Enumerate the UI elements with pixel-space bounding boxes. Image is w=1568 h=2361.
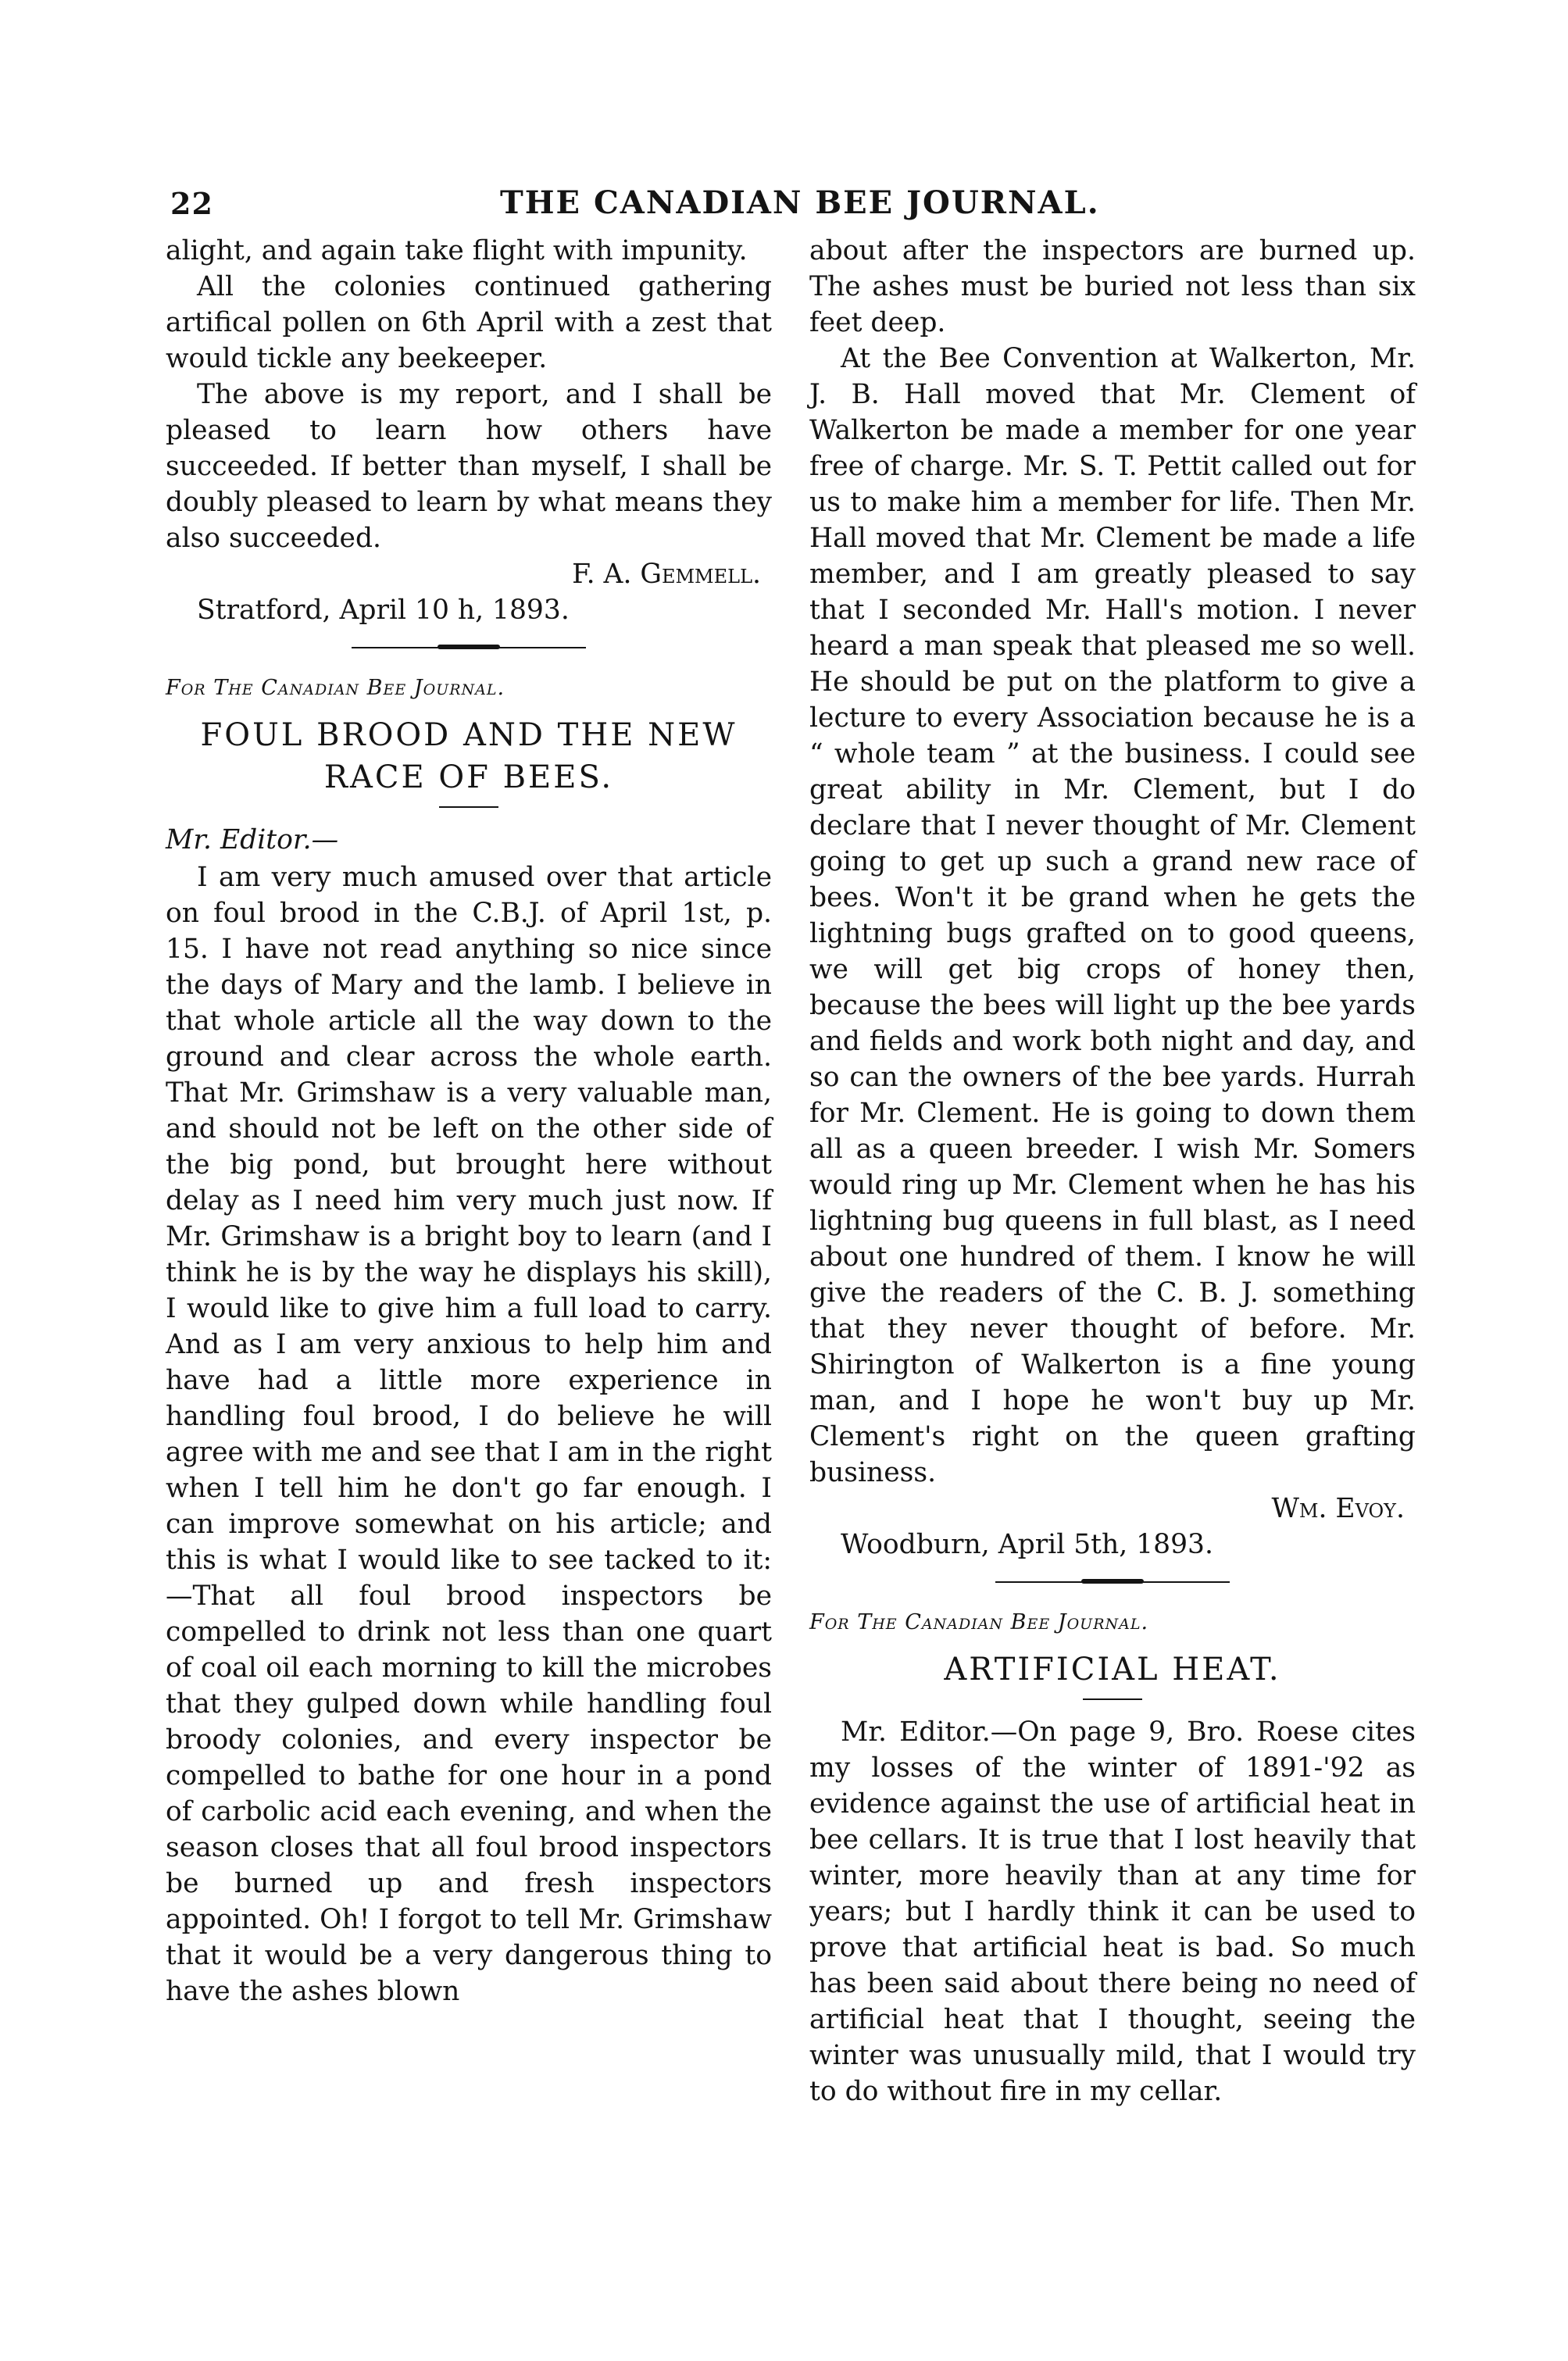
article-signature: Wm. Evoy.	[1271, 1493, 1405, 1524]
article-source-line: For The Canadian Bee Journal.	[809, 1610, 1149, 1634]
title-rule	[1083, 1698, 1142, 1700]
article-dateline: Woodburn, April 5th, 1893.	[841, 1529, 1213, 1560]
page-number: 22	[170, 186, 213, 221]
section-divider	[995, 1581, 1230, 1588]
article-title-foul-brood: FOUL BROOD AND THE NEW RACE OF BEES.	[200, 717, 738, 795]
right-column	[809, 233, 1416, 2109]
report-signature: F. A. Gemmell.	[572, 559, 761, 590]
article-paragraph: I am very much amused over that article on foul brood in the C.B.J. of April 1st, p. 15. I have not read anything so nice since the days of Mary and the lamb. I believe in that whole article all the way down to the ground and clear across the whole earth. That Mr. Grimshaw is a very valuable man, and should not be left on the other side of the big pond, but brought here without delay as I need him very much just now. If Mr. Grimshaw is a bright boy to learn (and I think he is by the way he displays his skill), I would like to give him a full load to carry. And as I am very anxious to help him and have had a little more experience in handling foul brood, I do believe he will agree with me and see that I am in the right when I tell him he don't go far enough. I can improve somewhat on his article; and this is what I would like to see tacked to it:—That all foul brood inspectors be compelled to drink not less than one quart of coal oil each morning to kill the microbes that they gulped down while handling foul broody colonies, and every inspector be compelled to bathe for one hour in a pond of carbolic acid each evening, and when the season closes that all foul brood inspectors be burned up and fresh inspectors appointed. Oh! I forgot to tell Mr. Grimshaw that it would be a very dangerous thing to have the ashes blown	[166, 862, 772, 2007]
article-title-artificial-heat: ARTIFICIAL HEAT.	[944, 1652, 1281, 1688]
left-column	[166, 233, 772, 2009]
continued-paragraph-2: At the Bee Convention at Walkerton, Mr. J. B. Hall moved that Mr. Clement of Walkerton be made a member for one year free of charge. Mr. S. T. Pettit called out for us to make him a member for life. Then Mr. Hall moved that Mr. Clement be made a life member, and I am greatly pleased to say that I seconded Mr. Hall's motion. I never heard a man speak that pleased me so well. He should be put on the platform to give a lecture to every Association because he is a “ whole team ” at the business. I could see great ability in Mr. Clement, but I do declare that I never thought of Mr. Clement going to get up such a grand new race of bees. Won't it be grand when he gets the lightning bugs grafted on to good queens, we will get big crops of honey then, because the bees will light up the bee yards and fields and work both night and day, and so can the owners of the bee yards. Hurrah for Mr. Clement. He is going to down them all as a queen breeder. I wish Mr. Somers would ring up Mr. Clement when he has his lightning bug queens in full blast, as I need about one hundred of them. I know he will give the readers of the C. B. J. something that they never thought of before. Mr. Shirington of Walkerton is a fine young man, and I hope he won't buy up Mr. Clement's right on the queen grafting business.	[809, 343, 1416, 1488]
report-paragraph-1: alight, and again take flight with impunity.	[166, 235, 748, 266]
report-paragraph-3: The above is my report, and I shall be pleased to learn how others have succeeded. If better than myself, I shall be doubly pleased to learn by what means they also succeeded.	[166, 379, 772, 554]
report-paragraph-2: All the colonies continued gathering artifical pollen on 6th April with a zest that would tickle any beekeeper.	[166, 271, 772, 374]
continued-paragraph-1: about after the inspectors are burned up. The ashes must be buried not less than six feet deep.	[809, 235, 1416, 338]
report-dateline: Stratford, April 10 h, 1893.	[197, 595, 570, 626]
salutation: Mr. Editor.—	[166, 824, 339, 855]
article-paragraph: Mr. Editor.—On page 9, Bro. Roese cites my losses of the winter of 1891-'92 as evidence against the use of artificial heat in bee cellars. It is true that I lost heavily that winter, more heavily than at any time for years; but I hardly think it can be used to prove that artificial heat is bad. So much has been said about there being no need of artificial heat that I thought, seeing the winter was unusually mild, that I would try to do without fire in my cellar.	[809, 1716, 1416, 2107]
journal-running-head: THE CANADIAN BEE JOURNAL.	[500, 184, 1100, 221]
section-divider	[352, 647, 586, 653]
article-source-line: For The Canadian Bee Journal.	[166, 676, 505, 700]
title-rule	[439, 806, 498, 808]
